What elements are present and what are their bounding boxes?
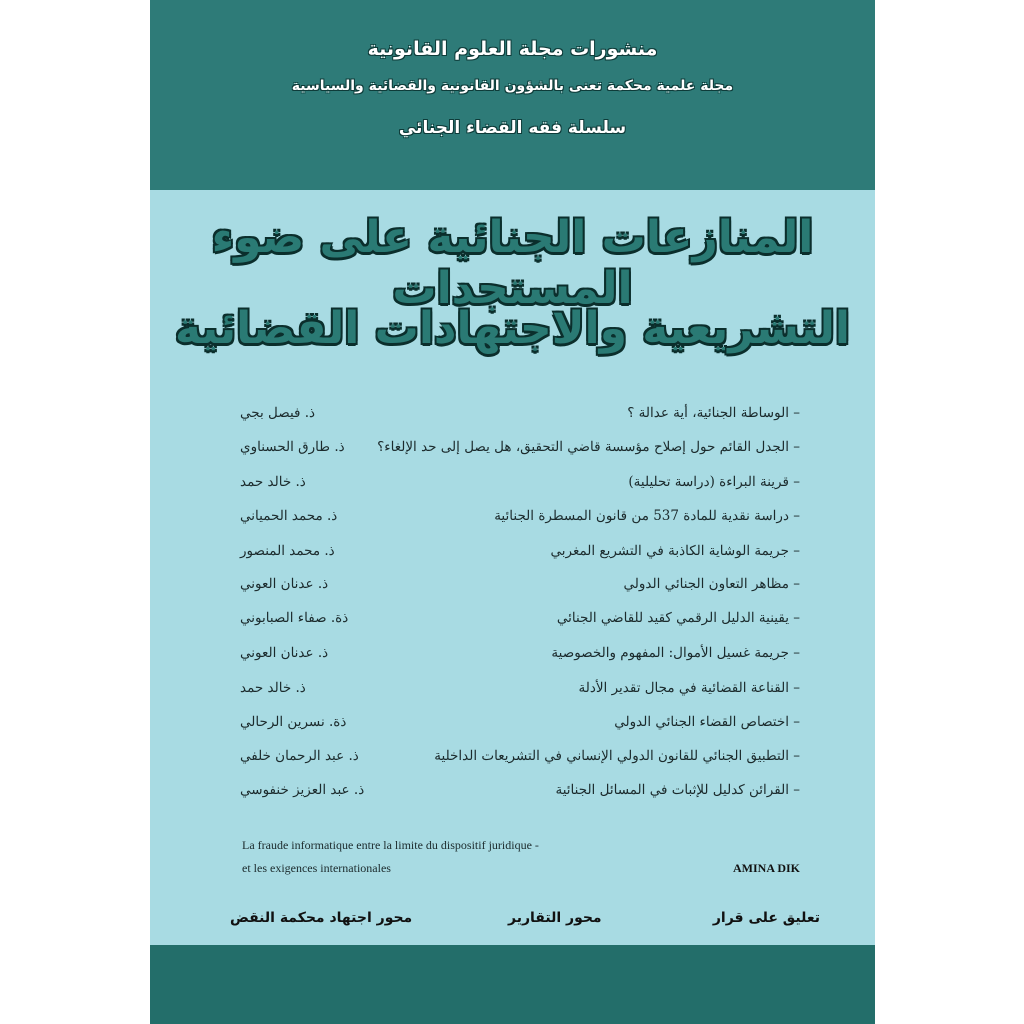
- toc-item-author: ذ. خالد حمد: [240, 680, 306, 696]
- toc-item: [150, 576, 875, 606]
- toc-item-author: ذ. محمد المنصور: [240, 543, 335, 559]
- toc-item-title: – القرائن كدليل للإثبات في المسائل الجنائية: [555, 782, 800, 798]
- french-article-author: AMINA DIK: [733, 861, 801, 875]
- toc-item: [150, 680, 875, 710]
- french-article-title-line-1: La fraude informatique entre la limite du dispositif juridique -: [242, 838, 539, 852]
- section-cassation: محور اجتهاد محكمة النقض: [230, 910, 413, 926]
- toc-item-title: – اختصاص القضاء الجنائي الدولي: [614, 714, 800, 730]
- toc-item-title: – قرينة البراءة (دراسة تحليلية): [628, 474, 800, 490]
- toc-item: [150, 439, 875, 469]
- toc-item-author: ذة. صفاء الصبابوني: [240, 610, 349, 626]
- toc-item-author: ذ. عبد الرحمان خلفي: [240, 748, 359, 764]
- toc-item: [150, 748, 875, 778]
- french-article-title-line-2: et les exigences internationales: [242, 861, 391, 875]
- toc-item-author: ذ. عبد العزيز خنفوسي: [240, 782, 365, 798]
- journal-description: مجلة علمية محكمة تعنى بالشؤون القانونية والقضائية والسياسية: [291, 78, 734, 94]
- toc-item: [150, 782, 875, 812]
- toc-item-title: – القناعة القضائية في مجال تقدير الأدلة: [578, 680, 800, 696]
- book-title-line-1: المنازعات الجنائية على ضوء المستجدات: [211, 212, 814, 314]
- toc-item-author: ذ. طارق الحسناوي: [240, 439, 345, 455]
- section-commentary: تعليق على قرار: [712, 910, 820, 926]
- toc-item-title: – جريمة غسيل الأموال: المفهوم والخصوصية: [551, 645, 800, 661]
- toc-item-title: – جريمة الوشاية الكاذبة في التشريع المغربي: [550, 543, 800, 559]
- toc-item: [150, 405, 875, 435]
- toc-item-author: ذ. خالد حمد: [240, 474, 306, 490]
- toc-item-title: – التطبيق الجنائي للقانون الدولي الإنساني في التشريعات الداخلية: [434, 748, 800, 764]
- publisher-name: منشورات مجلة العلوم القانونية: [367, 38, 658, 60]
- toc-item: [150, 610, 875, 640]
- toc-item: [150, 543, 875, 573]
- toc-item-title: – يقينية الدليل الرقمي كقيد للقاضي الجنائي: [556, 610, 800, 626]
- toc-item: [150, 645, 875, 675]
- cover-header-band: [150, 0, 875, 190]
- book-title-line-2: التشريعية والاجتهادات القضائية: [175, 303, 850, 354]
- toc-item: [150, 474, 875, 504]
- toc-item-title: – دراسة نقدية للمادة 537 من قانون المسطرة الجنائية: [494, 508, 800, 524]
- toc-item-author: ذة. نسرين الرحالي: [240, 714, 347, 730]
- toc-item: [150, 714, 875, 744]
- toc-item-author: ذ. عدنان العوني: [240, 645, 329, 661]
- toc-item-author: ذ. محمد الحمياني: [240, 508, 338, 524]
- book-cover: [150, 0, 875, 1024]
- toc-item-author: ذ. فيصل بجي: [240, 405, 316, 421]
- series-name: سلسلة فقه القضاء الجنائي: [398, 118, 627, 138]
- toc-item-title: – الوساطة الجنائية، أية عدالة ؟: [627, 405, 800, 421]
- toc-item: [150, 508, 875, 538]
- section-reports: محور التقارير: [508, 910, 602, 926]
- toc-item-title: – الجدل القائم حول إصلاح مؤسسة قاضي التحقيق، هل يصل إلى حد الإلغاء؟: [377, 439, 800, 455]
- toc-item-author: ذ. عدنان العوني: [240, 576, 329, 592]
- toc-item-title: – مظاهر التعاون الجنائي الدولي: [623, 576, 800, 592]
- cover-footer-band: [150, 945, 875, 1024]
